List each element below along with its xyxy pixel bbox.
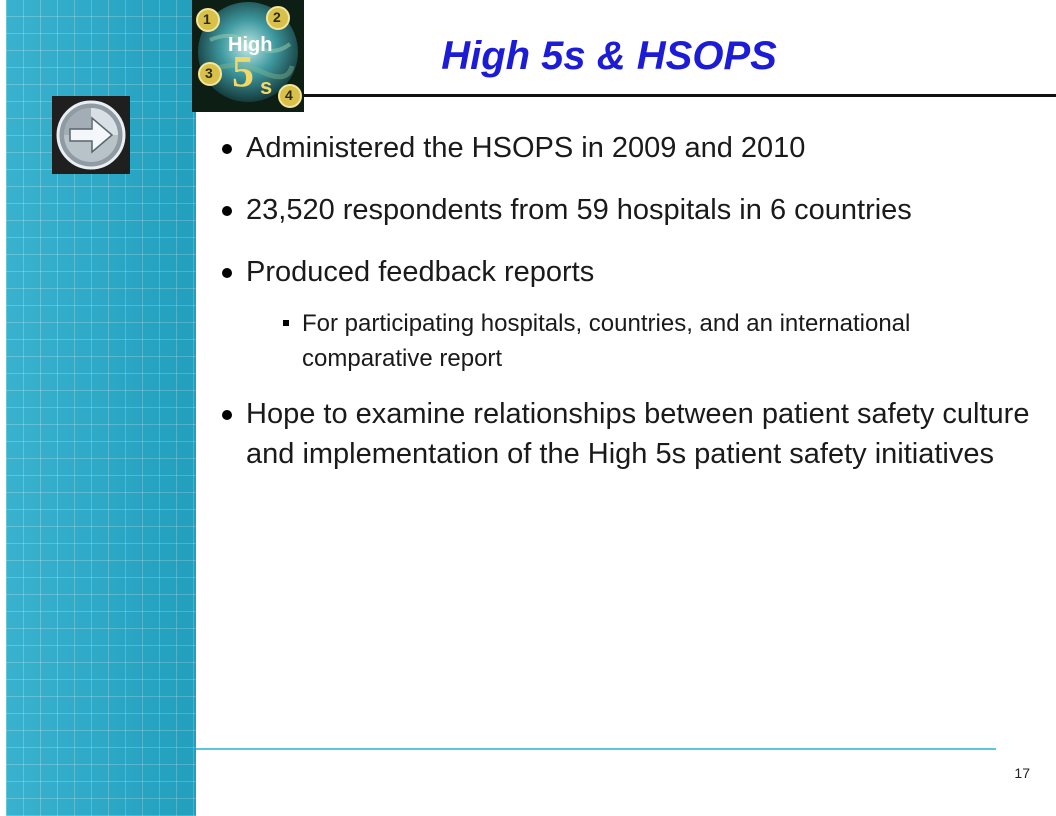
arrow-circle-icon <box>52 96 130 174</box>
bullet-dot-icon <box>222 144 232 154</box>
logo-badge-1: 1 <box>203 11 211 27</box>
bullet-item <box>216 128 1036 168</box>
bullet-list <box>216 128 1036 474</box>
bullet-item <box>216 190 1036 230</box>
bullet-text: Administered the HSOPS in 2009 and 2010 <box>246 132 806 164</box>
bullet-text: Produced feedback reports <box>246 256 595 288</box>
logo-word-high: High <box>228 34 273 56</box>
logo-badge-4: 4 <box>285 87 293 103</box>
high5s-logo <box>192 0 304 112</box>
footer-rule <box>196 748 996 750</box>
bullet-text: Hope to examine relationships between patient safety culture and implementation of the High 5s patient safety initiatives <box>246 398 1030 470</box>
logo-badge-3: 3 <box>205 65 213 81</box>
bullet-dot-icon <box>222 206 232 216</box>
logo-badge-2: 2 <box>273 9 281 25</box>
sub-bullet-text: For participating hospitals, countries, and an international comparative report <box>302 310 911 372</box>
sub-bullet-square-icon <box>283 320 289 326</box>
bullet-dot-icon <box>222 410 232 420</box>
bullet-text: 23,520 respondents from 59 hospitals in 6 countries <box>246 194 912 226</box>
logo-big-5: 5 <box>232 47 254 96</box>
bullet-item <box>216 252 1036 292</box>
bullet-dot-icon <box>222 268 232 278</box>
slide-title: High 5s & HSOPS <box>441 34 777 78</box>
page-number: 17 <box>1014 765 1030 781</box>
sub-bullet-item <box>216 306 1036 376</box>
logo-suffix-s: s <box>260 74 273 99</box>
bullet-item <box>216 394 1036 474</box>
title-underline <box>304 94 1056 97</box>
